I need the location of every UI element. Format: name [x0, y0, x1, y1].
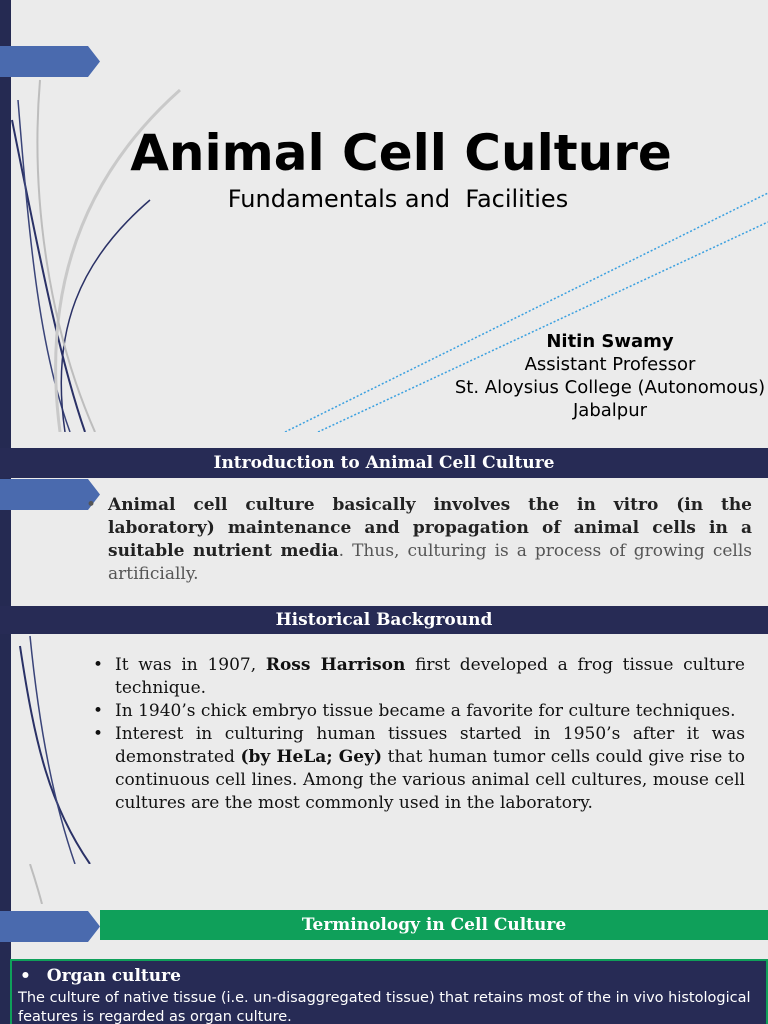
title-slide: [0, 0, 768, 432]
term-title: Organ culture: [46, 966, 181, 986]
list-item: [115, 723, 745, 815]
history-text: first developed a frog tissue culture technique.: [115, 655, 745, 698]
history-bold: (by HeLa; Gey): [240, 747, 383, 767]
history-header: Historical Background: [0, 606, 768, 634]
curve-decoration: [0, 864, 60, 904]
history-slide: [0, 606, 768, 864]
intro-rest: . Thus, culturing is a process of growing cells artificially.: [108, 541, 753, 584]
history-text: In 1940’s chick embryo tissue became a favorite for culture techniques.: [115, 701, 736, 721]
history-bold: Ross Harrison: [265, 655, 406, 675]
term-line: [20, 966, 181, 986]
author-role: Assistant Professor: [524, 354, 696, 375]
terminology-slide: [0, 864, 768, 1024]
history-text: Interest in culturing human tissues started in 1950’s after it was demonstrated: [115, 724, 745, 767]
history-text: that human tumor cells could give rise to continuous cell lines. Among the various animal cell cultures, mouse cell cultures are the most commonly used in the laboratory.: [115, 747, 745, 813]
terminology-header: Terminology in Cell Culture: [100, 910, 768, 940]
author-city: Jabalpur: [572, 400, 648, 421]
term-definition: The culture of native tissue (i.e. un-disaggregated tissue) that retains most of the in vivo histological features is regarded as organ culture.: [18, 990, 751, 1024]
author-name: Nitin Swamy: [546, 331, 674, 352]
list-item: [115, 700, 745, 723]
history-bullets: [115, 654, 745, 815]
history-text: It was in 1907,: [115, 655, 266, 675]
intro-bullets: [108, 494, 752, 586]
intro-header: Introduction to Animal Cell Culture: [0, 448, 768, 478]
intro-slide: [0, 432, 768, 606]
list-item: [108, 494, 752, 586]
bullet-icon: •: [20, 966, 31, 986]
arrow-tab-icon: [0, 479, 100, 510]
list-item: [115, 654, 745, 700]
intro-bold: Animal cell culture basically involves the in vitro (in the laboratory) maintenance and propagation of animal cells in a suitable nutrient media: [108, 495, 752, 561]
definition-box: [10, 959, 768, 1024]
slide-title: Animal Cell Culture: [130, 124, 672, 182]
arrow-tab-icon: [0, 911, 100, 942]
author-institution: St. Aloysius College (Autonomous): [454, 377, 766, 398]
slide-subtitle: Fundamentals and Facilities: [227, 185, 569, 213]
author-block: [440, 330, 768, 422]
